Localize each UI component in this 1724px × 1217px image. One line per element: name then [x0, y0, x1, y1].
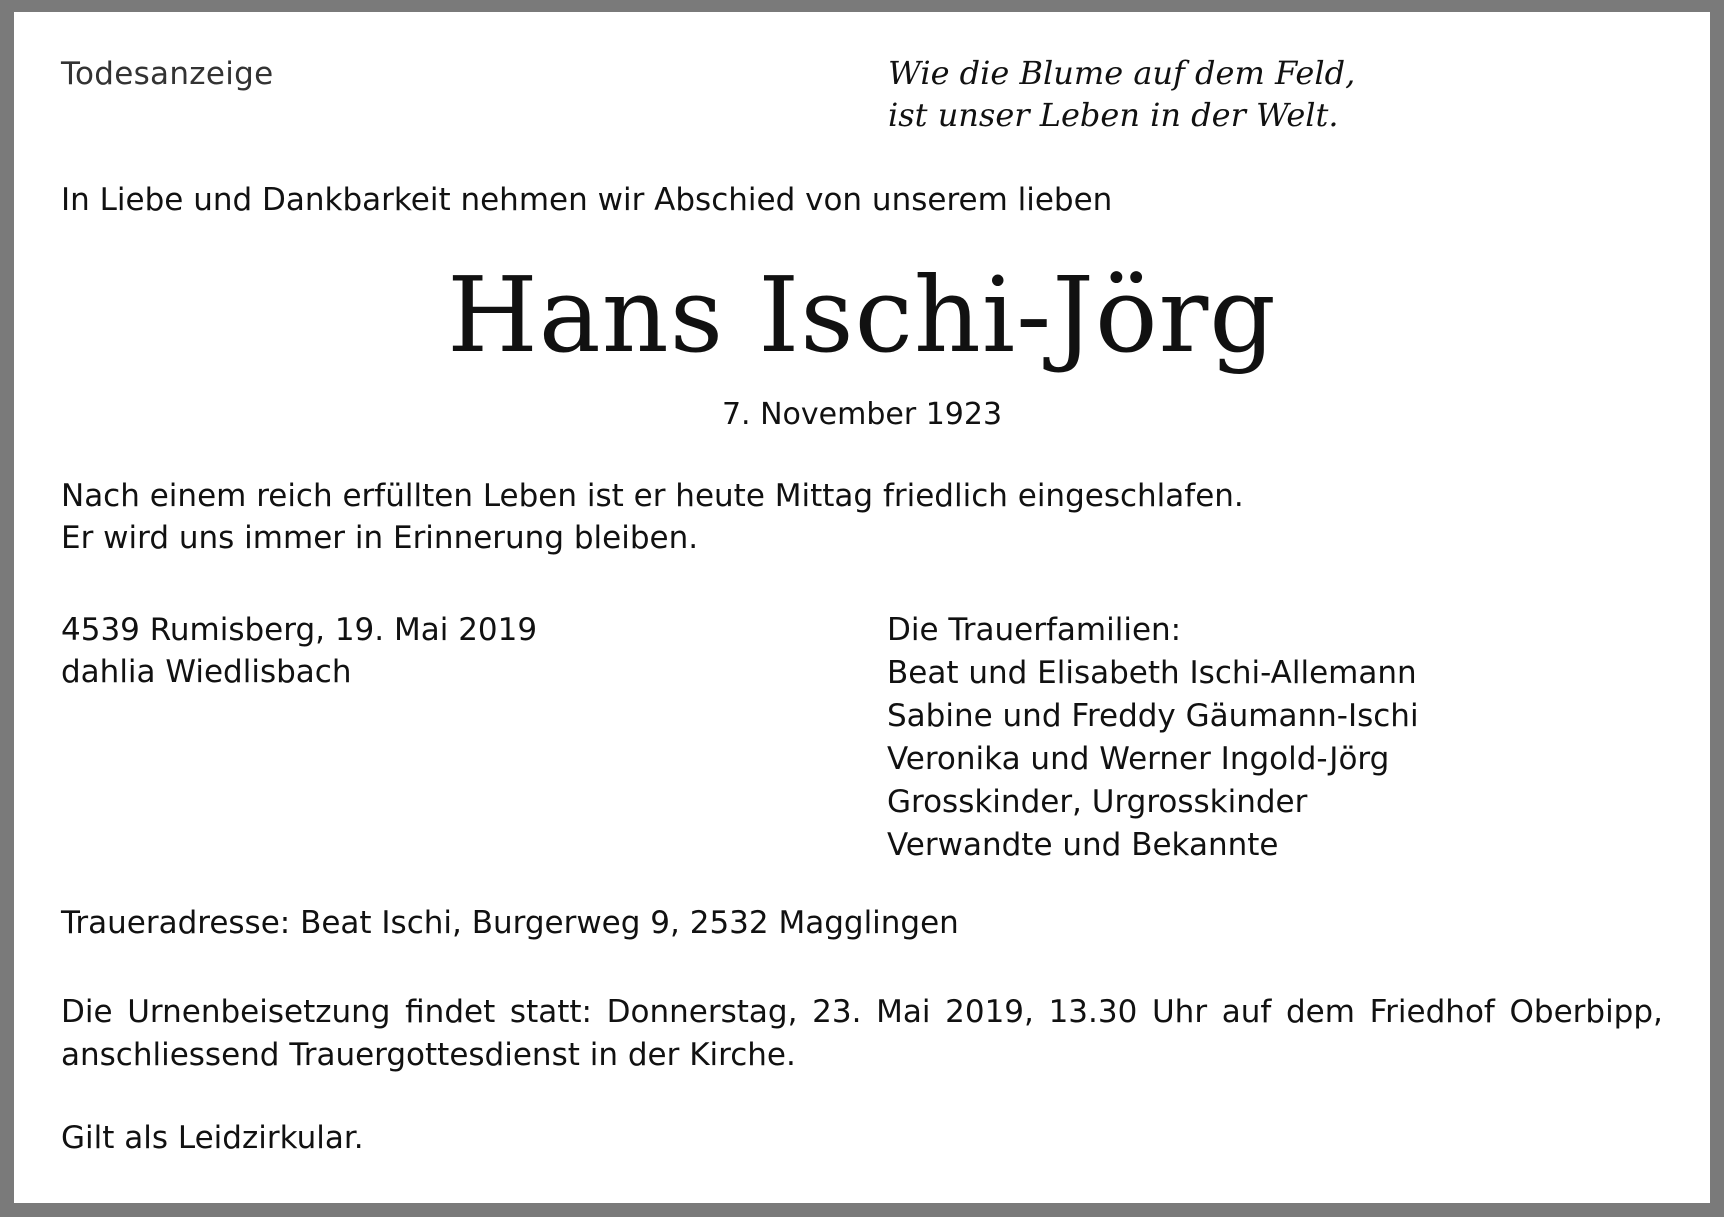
motto-line-2: ist unser Leben in der Welt. [888, 96, 1339, 134]
deceased-name: Hans Ischi-Jörg [447, 254, 1277, 376]
obituary-page [14, 12, 1710, 1203]
closing-note: Gilt als Leidzirkular. [61, 1120, 364, 1156]
funeral-word: Urnenbeisetzung [127, 994, 391, 1030]
family-member: Verwandte und Bekannte [887, 827, 1279, 863]
location-date: 4539 Rumisberg, 19. Mai 2019 [61, 612, 538, 648]
funeral-word: auf [1221, 994, 1272, 1030]
place-and-date [61, 609, 537, 693]
family-member: Beat und Elisabeth Ischi-Allemann [887, 655, 1417, 691]
funeral-word: 2019, [945, 994, 1034, 1030]
funeral-word: Mai [876, 994, 931, 1030]
tribute-line-1: Nach einem reich erfüllten Leben ist er heute Mittag friedlich eingeschlafen. [61, 478, 1244, 514]
funeral-word: Uhr [1151, 994, 1208, 1030]
motto-quote [888, 52, 1355, 136]
birth-date: 7. November 1923 [721, 397, 1003, 432]
funeral-home: dahlia Wiedlisbach [61, 654, 352, 690]
funeral-word: Donnerstag, [606, 994, 798, 1030]
funeral-notice [61, 991, 1663, 1077]
tribute-line-2: Er wird uns immer in Erinnerung bleiben. [61, 520, 699, 556]
funeral-line-2: anschliessend Trauergottesdienst in der Kirche. [61, 1037, 796, 1073]
family-member: Veronika und Werner Ingold-Jörg [887, 741, 1390, 777]
intro-text: In Liebe und Dankbarkeit nehmen wir Abschied von unserem lieben [61, 182, 1113, 218]
funeral-word: findet [405, 994, 496, 1030]
document-type-label: Todesanzeige [61, 56, 274, 92]
funeral-word: 13.30 [1048, 994, 1138, 1030]
funeral-word: Die [61, 994, 113, 1030]
funeral-word: 23. [812, 994, 862, 1030]
funeral-word: Friedhof [1369, 994, 1495, 1030]
tribute-text [61, 475, 1244, 559]
family-member: Grosskinder, Urgrosskinder [887, 784, 1308, 820]
funeral-word: dem [1285, 994, 1355, 1030]
family-member: Sabine und Freddy Gäumann-Ischi [887, 698, 1419, 734]
funeral-word: Oberbipp, [1509, 994, 1663, 1030]
funeral-word: statt: [509, 994, 592, 1030]
families-heading: Die Trauerfamilien: [887, 612, 1182, 648]
funeral-line-1 [61, 991, 1663, 1034]
mourning-families [887, 609, 1419, 867]
mourning-address: Traueradresse: Beat Ischi, Burgerweg 9, 2532 Magglingen [61, 905, 959, 941]
motto-line-1: Wie die Blume auf dem Feld, [888, 54, 1356, 92]
